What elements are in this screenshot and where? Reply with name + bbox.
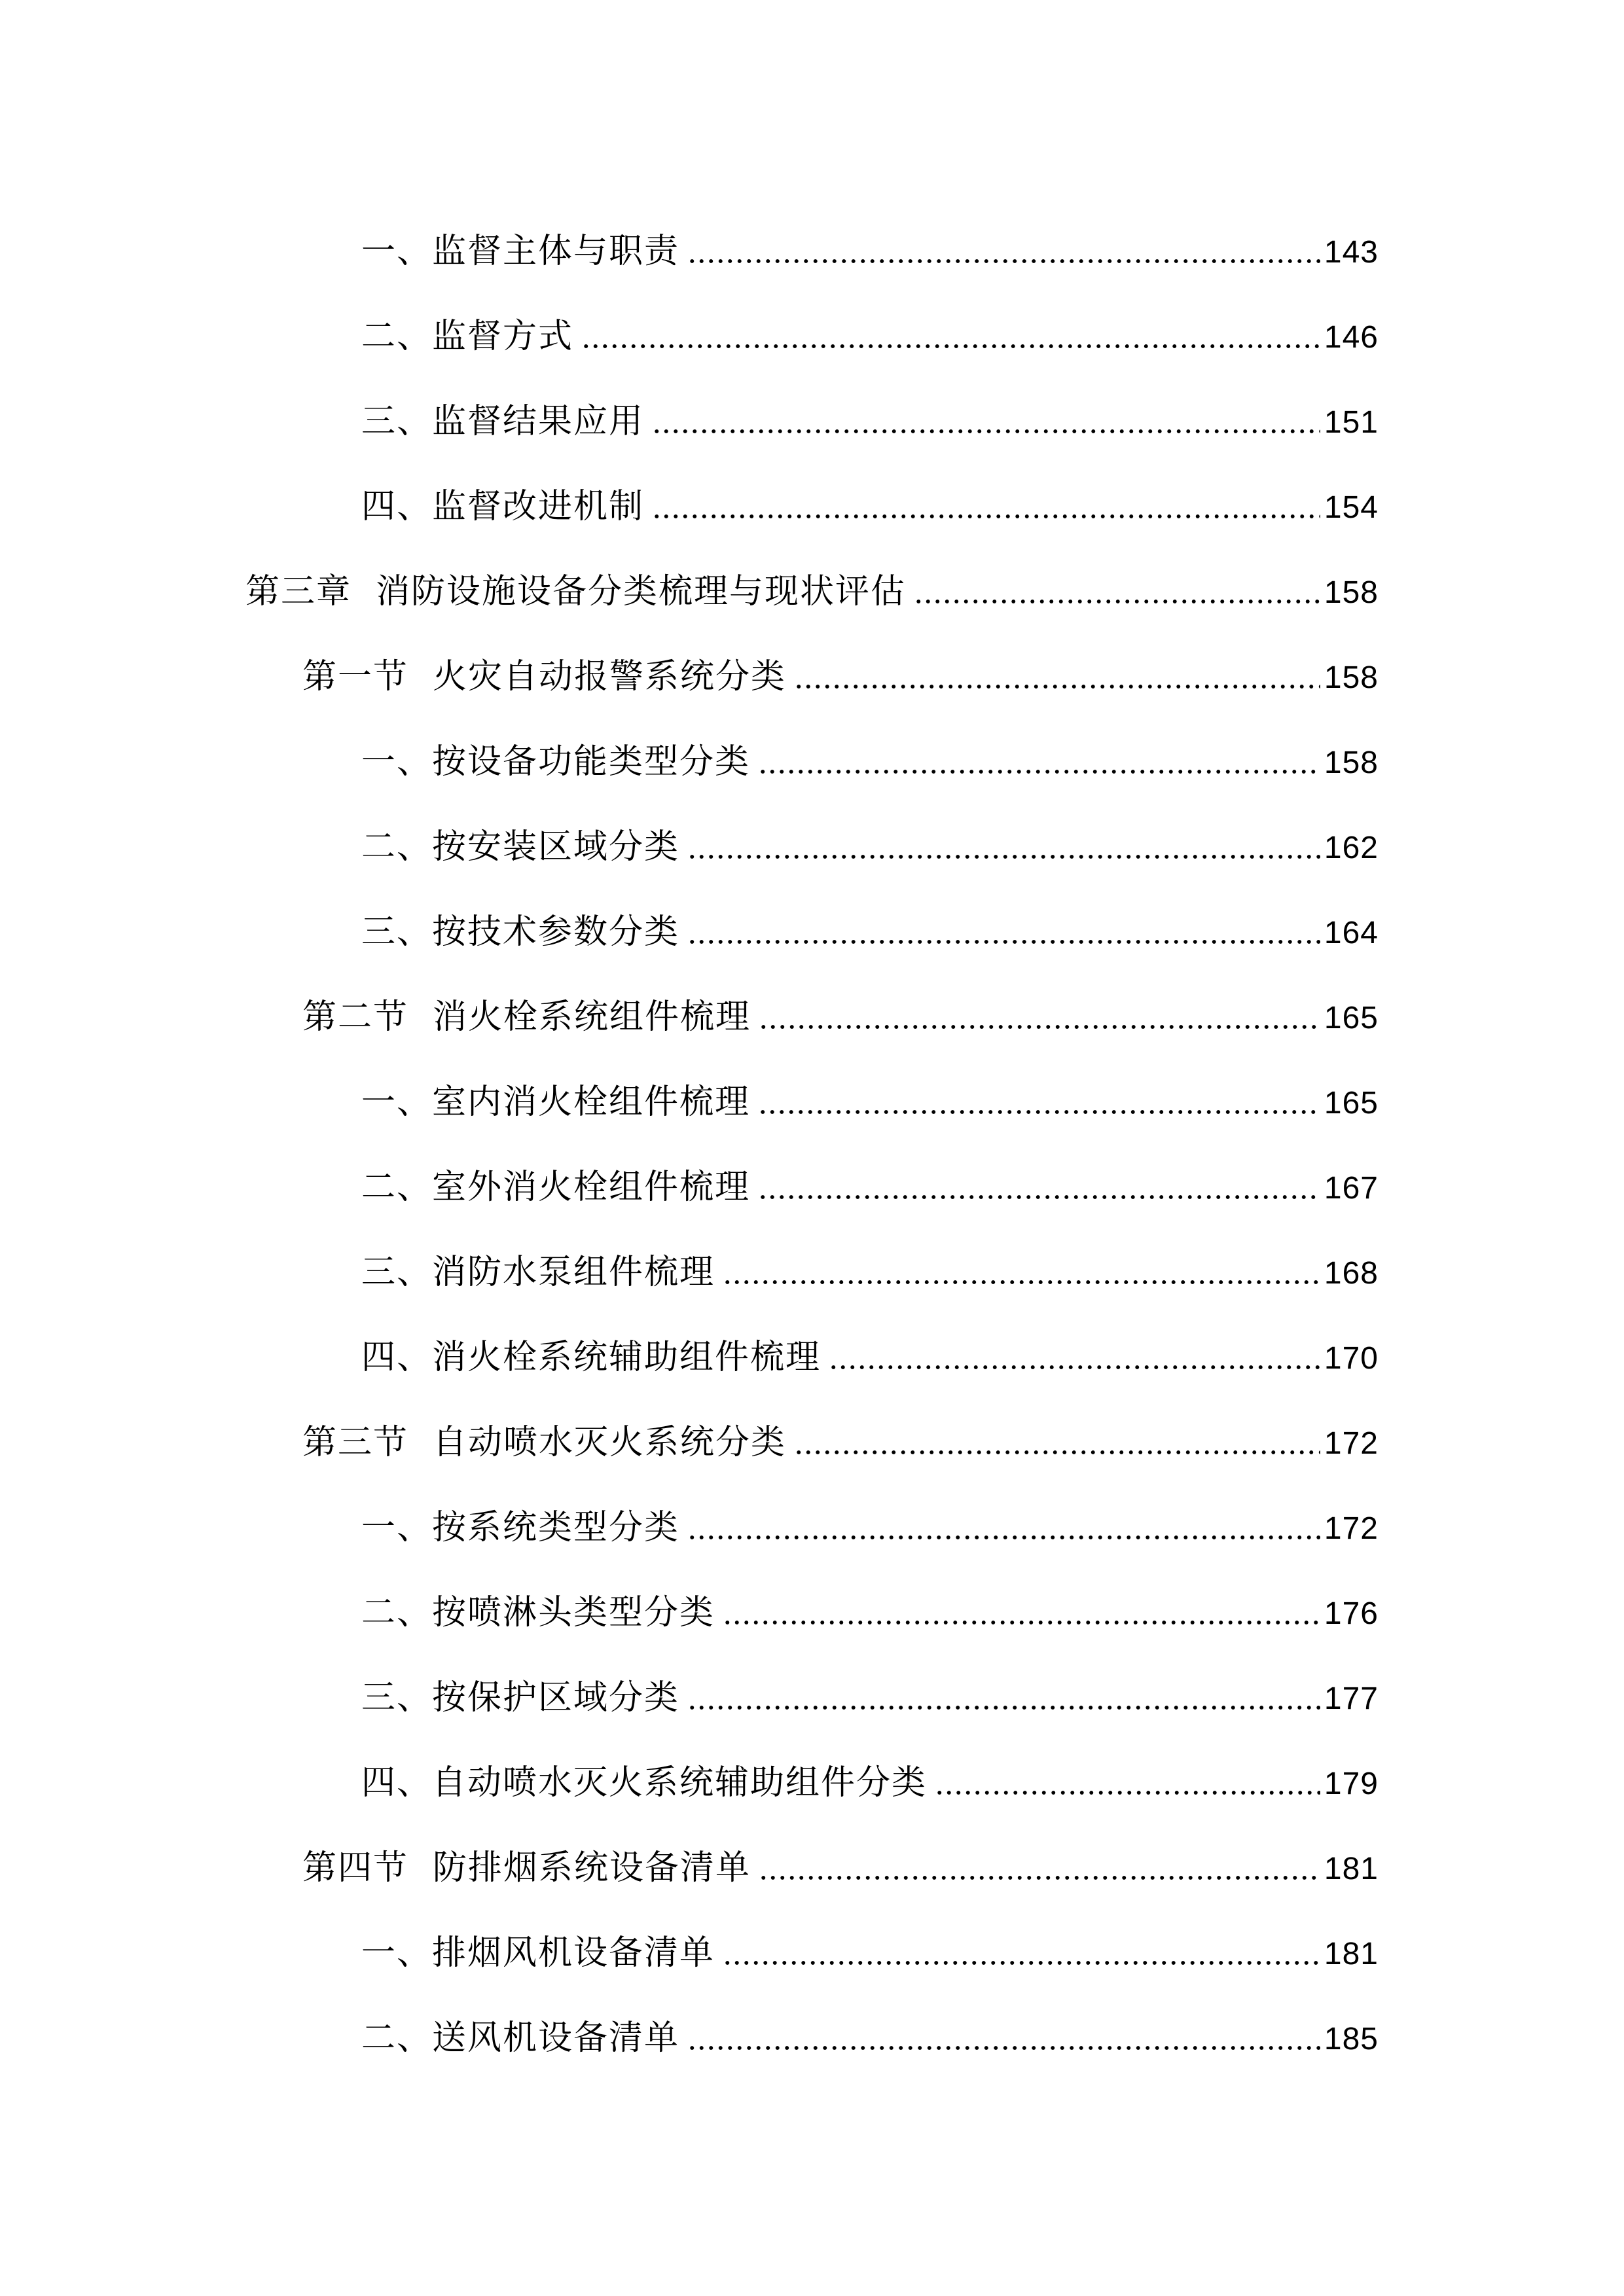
toc-entry-title: 一、排烟风机设备清单 [361,1933,715,1973]
toc-entry[interactable] [361,1990,1379,2058]
toc-entry[interactable] [361,1649,1379,1715]
toc-entry[interactable] [361,1224,1379,1292]
toc-entry-title: 一、监督主体与职责 [361,232,680,271]
toc-dot-leader [687,258,1320,264]
toc-entry-title: 一、按设备功能类型分类 [361,742,751,781]
toc-page-number: 143 [1324,235,1379,270]
toc-entry[interactable] [361,1734,1379,1803]
toc-entry[interactable] [361,1054,1379,1122]
toc-page-number: 154 [1324,490,1379,525]
toc-page-number: 164 [1324,916,1379,950]
toc-page-number: 179 [1324,1767,1379,1801]
toc-page-number: 158 [1324,575,1379,610]
toc-page-number: 146 [1324,320,1379,355]
toc-page-number: 167 [1324,1171,1379,1206]
toc-page-number: 165 [1324,1001,1379,1035]
toc-entry-chapter[interactable] [245,543,1379,609]
toc-entry[interactable] [361,203,1379,271]
toc-entry-section[interactable] [302,628,1379,694]
toc-entry-title: 第三节 自动喷水灭火系统分类 [302,1423,787,1462]
toc-dot-leader [794,683,1320,690]
toc-entry-section[interactable] [302,969,1379,1037]
toc-page-number: 185 [1324,2022,1379,2056]
toc-entry[interactable] [361,458,1379,524]
toc-entry[interactable] [361,1309,1379,1377]
toc-entry[interactable] [361,798,1379,867]
toc-dot-leader [758,1109,1320,1115]
toc-dot-leader [687,2045,1320,2051]
toc-entry-title: 四、自动喷水灭火系统辅助组件分类 [361,1763,928,1803]
toc-entry[interactable] [361,373,1379,439]
toc-entry-title: 三、监督结果应用 [361,402,645,441]
toc-dot-leader [935,1789,1320,1796]
toc-entry-title: 一、室内消火栓组件梳理 [361,1083,751,1122]
toc-page-number: 165 [1324,1086,1379,1121]
toc-dot-leader [687,1704,1320,1711]
toc-dot-leader [723,1279,1320,1285]
toc-page-number: 168 [1324,1256,1379,1291]
toc-page-number: 177 [1324,1681,1379,1716]
toc-entry-section[interactable] [302,1820,1379,1888]
toc-entry-title: 第一节 火灾自动报警系统分类 [302,657,787,696]
toc-dot-leader [914,598,1320,605]
toc-entry-title: 二、按安装区域分类 [361,827,680,867]
toc-entry-title: 一、按系统类型分类 [361,1508,680,1547]
toc-entry[interactable] [361,1564,1379,1630]
toc-entry-title: 第四节 防排烟系统设备清单 [302,1848,751,1888]
toc-entry-title: 四、监督改进机制 [361,487,645,526]
toc-dot-leader [759,1874,1320,1881]
toc-entry[interactable] [361,288,1379,356]
toc-entry-title: 二、室外消火栓组件梳理 [361,1168,751,1207]
toc-dot-leader [652,428,1320,435]
toc-entry-title: 二、按喷淋头类型分类 [361,1593,715,1632]
toc-entry[interactable] [361,1139,1379,1207]
toc-entry[interactable] [361,713,1379,779]
toc-page-number: 170 [1324,1341,1379,1376]
toc-entry[interactable] [361,1905,1379,1973]
toc-entry-title: 三、按保护区域分类 [361,1678,680,1717]
toc-entry-title: 二、监督方式 [361,317,574,356]
toc-dot-leader [687,853,1320,860]
toc-page-number: 172 [1324,1426,1379,1461]
toc-dot-leader [759,1024,1320,1030]
toc-page-number: 162 [1324,831,1379,865]
toc-entry[interactable] [361,1479,1379,1545]
toc-entry-title: 二、送风机设备清单 [361,2018,680,2058]
toc-dot-leader [723,1619,1320,1626]
toc-dot-leader [687,1534,1320,1541]
toc-dot-leader [687,939,1320,945]
toc-entry-title: 四、消火栓系统辅助组件梳理 [361,1338,821,1377]
toc-dot-leader [581,343,1320,350]
toc-dot-leader [829,1364,1320,1371]
toc-page-number: 176 [1324,1596,1379,1631]
toc-entry[interactable] [361,884,1379,952]
toc-dot-leader [794,1449,1320,1456]
toc-dot-leader [723,1960,1320,1966]
toc-entry-title: 第二节 消火栓系统组件梳理 [302,997,751,1037]
toc-entry-title: 三、按技术参数分类 [361,912,680,952]
toc-dot-leader [758,1194,1320,1200]
toc-page-number: 172 [1324,1511,1379,1546]
toc-dot-leader [652,513,1320,520]
toc-entry-title: 三、消防水泵组件梳理 [361,1253,715,1292]
toc-page-number: 158 [1324,745,1379,780]
toc-entry-section[interactable] [302,1394,1379,1460]
toc-page-number: 151 [1324,405,1379,440]
toc-page-number: 181 [1324,1852,1379,1886]
toc-page-number: 158 [1324,660,1379,695]
toc-entry-title: 第三章 消防设施设备分类梳理与现状评估 [245,572,907,611]
toc-page-number: 181 [1324,1937,1379,1971]
toc-dot-leader [758,768,1320,775]
